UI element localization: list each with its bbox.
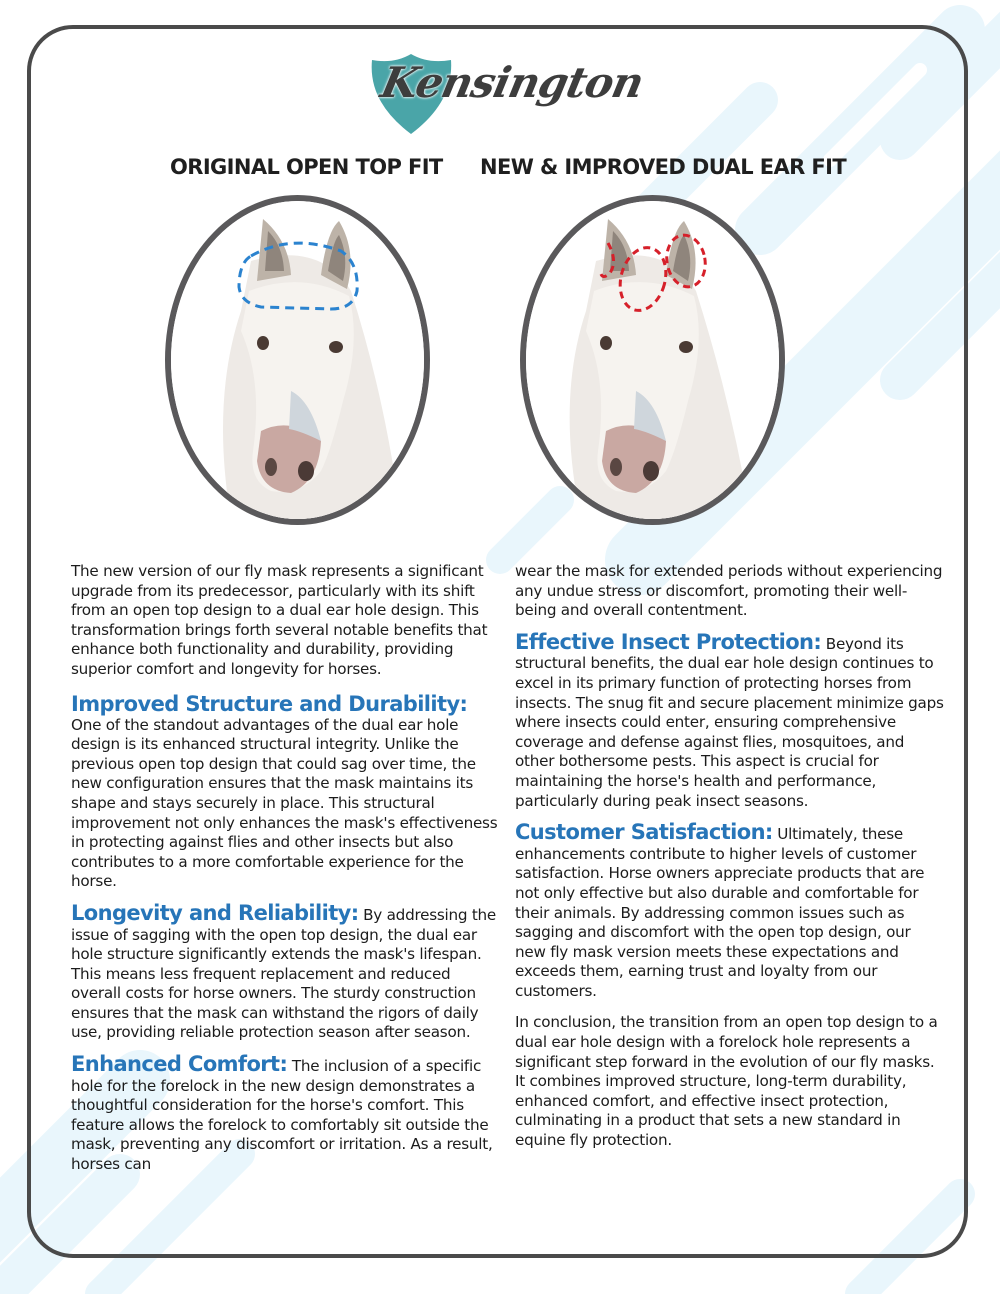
section-heading: Customer Satisfaction: (515, 820, 773, 845)
brand-wordmark: Kensington (376, 58, 648, 107)
section-customer-satisfaction (515, 820, 945, 1001)
section-heading: Effective Insect Protection: (515, 629, 822, 654)
section-body: Ultimately, these enhancements contribute to higher levels of customer satisfaction. Horse owners appreciate products that are not only effective but also durable and comfortable for their animals. By addressing common issues such as sagging and discomfort with the open top design, our new fly mask version meets these expectations and exceeds them, earning trust and loyalty from our customers. (515, 825, 925, 1000)
brand-logo (360, 48, 650, 134)
section-comfort-continued: wear the mask for extended periods without experiencing any undue stress or discomfort, promoting their well-being and overall contentment. (515, 562, 943, 620)
horse-head-illustration (171, 201, 424, 519)
horse-head-illustration (526, 201, 779, 519)
section-heading: Enhanced Comfort: (71, 1052, 288, 1077)
article-right-column (515, 562, 945, 1163)
section-body: Beyond its structural benefits, the dual ear hole design continues to excel in its primary function of protecting horses from insects. The snug fit and secure placement minimize gaps where insects could enter, ensuring comprehensive coverage and defense against flies, mosquitoes, and other bothersome pests. This aspect is crucial for maintaining the horse's health and performance, particularly during peak insect seasons. (515, 634, 944, 810)
section-insect-protection (515, 629, 945, 811)
section-heading: Longevity and Reliability: (71, 900, 359, 925)
section-longevity (71, 900, 501, 1043)
intro-paragraph: The new version of our fly mask represents a significant upgrade from its predecessor, particularly with its shift from an open top design to a dual ear hole design. This transformation brings forth several notable benefits that enhance both functionality and durability, providing superior comfort and longevity for horses. (71, 562, 488, 678)
dual-ear-fit-horse-image (520, 195, 785, 525)
section-heading: Improved Structure and Durability: (71, 691, 468, 716)
section-body: By addressing the issue of sagging with the open top design, the dual ear hole structure significantly extends the mask's lifespan. This means less frequent replacement and reduced overall costs for horse owners. The sturdy construction ensures that the mask can withstand the rigors of daily use, providing reliable protection season after season. (71, 905, 497, 1042)
article-left-column (71, 562, 501, 1187)
section-body: One of the standout advantages of the dual ear hole design is its enhanced structural integrity. Unlike the previous open top design that could sag over time, the new configuration ensures that the mask maintains its shape and stays securely in place. This structural improvement not only enhances the mask's effectiveness in protecting against flies and other insects but also contributes to a more comfortable experience for the horse. (71, 715, 498, 891)
improved-fit-title: NEW & IMPROVED DUAL EAR FIT (480, 155, 847, 179)
section-comfort (71, 1052, 501, 1175)
section-structure (71, 692, 501, 892)
original-fit-horse-image (165, 195, 430, 525)
section-body: The inclusion of a specific hole for the forelock in the new design demonstrates a thoughtful consideration for the horse's comfort. This feature allows the forelock to comfortably sit outside the mask, preventing any discomfort or irritation. As a result, horses can (71, 1057, 493, 1174)
original-fit-title: ORIGINAL OPEN TOP FIT (170, 155, 443, 179)
conclusion-paragraph: In conclusion, the transition from an open top design to a dual ear hole design with a forelock hole represents a significant step forward in the evolution of our fly masks. It combines improved structure, long-term durability, enhanced comfort, and effective insect protection, culminating in a product that sets a new standard in equine fly protection. (515, 1013, 938, 1150)
